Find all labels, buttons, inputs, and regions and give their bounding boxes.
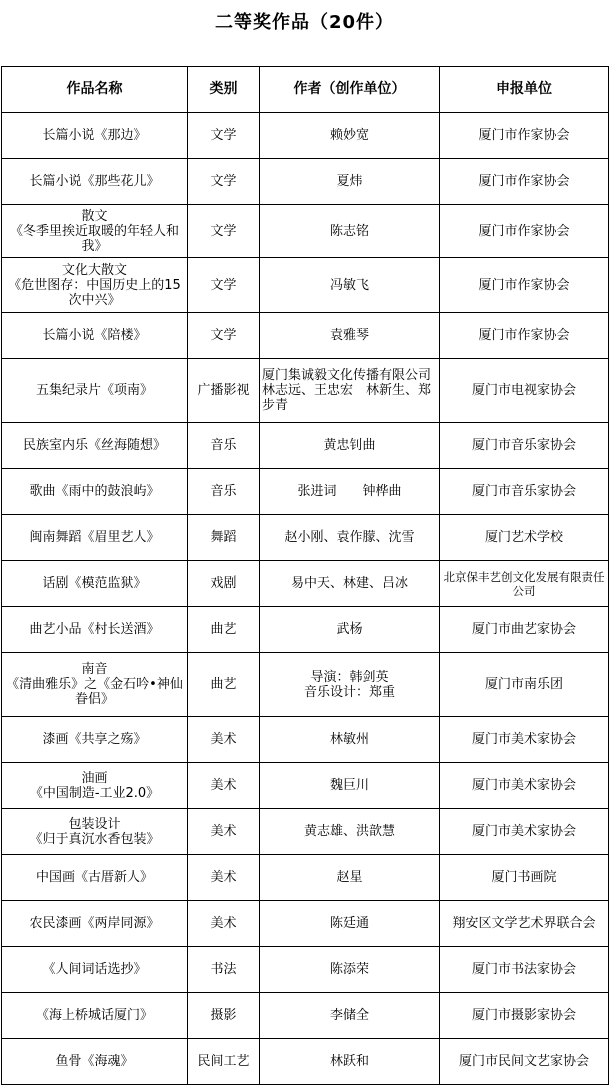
work-name-cell: 曲艺小品《村长送酒》 <box>2 607 188 653</box>
submitting-unit-cell: 厦门市美术家协会 <box>440 763 609 809</box>
table-row <box>2 423 609 469</box>
category-cell: 美术 <box>188 809 260 855</box>
submitting-unit-cell: 厦门艺术学校 <box>440 515 609 561</box>
author-cell: 易中天、林建、吕冰 <box>260 561 440 607</box>
header-row <box>2 67 609 113</box>
author-cell: 陈廷通 <box>260 901 440 947</box>
submitting-unit-cell: 厦门市摄影家协会 <box>440 993 609 1039</box>
table-row <box>2 809 609 855</box>
author-cell: 武杨 <box>260 607 440 653</box>
category-cell: 广播影视 <box>188 359 260 423</box>
author-cell: 张进词 钟桦曲 <box>260 469 440 515</box>
table-row <box>2 653 609 717</box>
work-name-cell: 《人间词话选抄》 <box>2 947 188 993</box>
author-cell: 林跃和 <box>260 1039 440 1085</box>
work-name-cell: 散文 《冬季里挨近取暖的年轻人和我》 <box>2 205 188 258</box>
table-row <box>2 359 609 423</box>
category-cell: 文学 <box>188 113 260 159</box>
table-row <box>2 855 609 901</box>
table-row <box>2 947 609 993</box>
work-name-cell: 鱼骨《海魂》 <box>2 1039 188 1085</box>
table-row <box>2 901 609 947</box>
author-cell: 赖妙宽 <box>260 113 440 159</box>
category-cell: 舞蹈 <box>188 515 260 561</box>
category-cell: 文学 <box>188 258 260 313</box>
submitting-unit-cell: 厦门市书法家协会 <box>440 947 609 993</box>
author-cell: 陈添荣 <box>260 947 440 993</box>
submitting-unit-cell: 厦门市作家协会 <box>440 205 609 258</box>
category-cell: 曲艺 <box>188 653 260 717</box>
submitting-unit-cell: 厦门市作家协会 <box>440 159 609 205</box>
submitting-unit-cell: 厦门市美术家协会 <box>440 809 609 855</box>
submitting-unit-cell: 厦门市曲艺家协会 <box>440 607 609 653</box>
work-name-cell: 长篇小说《陪楼》 <box>2 313 188 359</box>
submitting-unit-cell: 厦门市电视家协会 <box>440 359 609 423</box>
submitting-unit-cell: 厦门市美术家协会 <box>440 717 609 763</box>
category-cell: 戏剧 <box>188 561 260 607</box>
category-cell: 摄影 <box>188 993 260 1039</box>
header-submitting-unit: 申报单位 <box>440 67 609 113</box>
submitting-unit-cell: 翔安区文学艺术界联合会 <box>440 901 609 947</box>
category-cell: 文学 <box>188 205 260 258</box>
page-title: 二等奖作品（20件） <box>214 12 395 33</box>
work-name-cell: 《海上桥城话厦门》 <box>2 993 188 1039</box>
category-cell: 美术 <box>188 763 260 809</box>
work-name-cell: 农民漆画《两岸同源》 <box>2 901 188 947</box>
author-cell: 袁雅琴 <box>260 313 440 359</box>
work-name-cell: 长篇小说《那些花儿》 <box>2 159 188 205</box>
submitting-unit-cell: 厦门市作家协会 <box>440 313 609 359</box>
work-name-cell: 中国画《古厝新人》 <box>2 855 188 901</box>
table-row <box>2 993 609 1039</box>
category-cell: 音乐 <box>188 469 260 515</box>
author-cell: 赵星 <box>260 855 440 901</box>
table-row <box>2 515 609 561</box>
author-cell: 陈志铭 <box>260 205 440 258</box>
category-cell: 美术 <box>188 717 260 763</box>
category-cell: 曲艺 <box>188 607 260 653</box>
work-name-cell: 漆画《共享之殇》 <box>2 717 188 763</box>
category-cell: 美术 <box>188 855 260 901</box>
table-row <box>2 258 609 313</box>
table-row <box>2 205 609 258</box>
header-author: 作者（创作单位） <box>260 67 440 113</box>
submitting-unit-cell: 厦门市音乐家协会 <box>440 423 609 469</box>
author-cell: 林敏州 <box>260 717 440 763</box>
author-cell: 厦门集诚毅文化传播有限公司 林志远、王忠宏 林新生、郑步青 <box>260 359 440 423</box>
author-cell: 赵小刚、袁作朦、沈雪 <box>260 515 440 561</box>
work-name-cell: 话剧《模范监狱》 <box>2 561 188 607</box>
table-row <box>2 313 609 359</box>
header-category: 类别 <box>188 67 260 113</box>
author-cell: 导演：韩剑英 音乐设计：郑重 <box>260 653 440 717</box>
table-row <box>2 607 609 653</box>
author-cell: 冯敏飞 <box>260 258 440 313</box>
category-cell: 文学 <box>188 159 260 205</box>
author-cell: 黄志雄、洪歆慧 <box>260 809 440 855</box>
author-cell: 夏炜 <box>260 159 440 205</box>
submitting-unit-cell: 厦门市作家协会 <box>440 113 609 159</box>
category-cell: 音乐 <box>188 423 260 469</box>
work-name-cell: 民族室内乐《丝海随想》 <box>2 423 188 469</box>
header-work-name: 作品名称 <box>2 67 188 113</box>
work-name-cell: 五集纪录片《项南》 <box>2 359 188 423</box>
submitting-unit-cell: 厦门市南乐团 <box>440 653 609 717</box>
table-row <box>2 159 609 205</box>
work-name-cell: 长篇小说《那边》 <box>2 113 188 159</box>
table-row <box>2 469 609 515</box>
work-name-cell: 油画 《中国制造-工业2.0》 <box>2 763 188 809</box>
table-row <box>2 1039 609 1085</box>
category-cell: 民间工艺 <box>188 1039 260 1085</box>
category-cell: 书法 <box>188 947 260 993</box>
award-table <box>1 66 609 1085</box>
submitting-unit-cell: 厦门市作家协会 <box>440 258 609 313</box>
work-name-cell: 南音 《清曲雅乐》之《金石吟•神仙眷侣》 <box>2 653 188 717</box>
table-row <box>2 561 609 607</box>
submitting-unit-cell: 厦门市民间文艺家协会 <box>440 1039 609 1085</box>
author-cell: 黄忠钊曲 <box>260 423 440 469</box>
category-cell: 文学 <box>188 313 260 359</box>
table-row <box>2 113 609 159</box>
table-row <box>2 763 609 809</box>
work-name-cell: 包装设计 《归于真沉水香包装》 <box>2 809 188 855</box>
work-name-cell: 歌曲《雨中的鼓浪屿》 <box>2 469 188 515</box>
submitting-unit-cell: 北京保丰艺创文化发展有限责任公司 <box>440 561 609 607</box>
work-name-cell: 文化大散文 《危世图存：中国历史上的15次中兴》 <box>2 258 188 313</box>
category-cell: 美术 <box>188 901 260 947</box>
work-name-cell: 闽南舞蹈《眉里艺人》 <box>2 515 188 561</box>
author-cell: 李储全 <box>260 993 440 1039</box>
submitting-unit-cell: 厦门书画院 <box>440 855 609 901</box>
submitting-unit-cell: 厦门市音乐家协会 <box>440 469 609 515</box>
author-cell: 魏巨川 <box>260 763 440 809</box>
table-row <box>2 717 609 763</box>
